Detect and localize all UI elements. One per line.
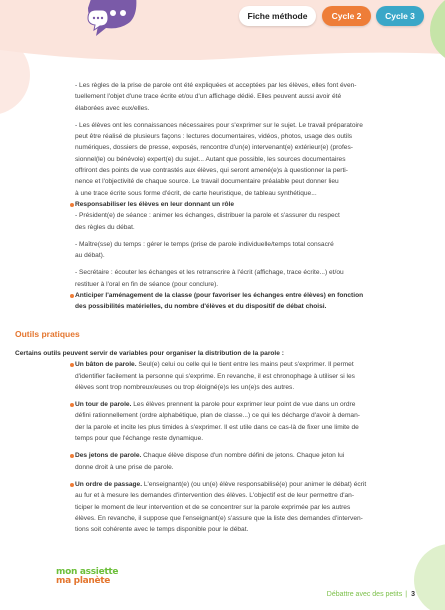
bullet-icon [70, 403, 74, 407]
bullet-icon [70, 454, 74, 458]
text-line: ticiper le moment de leur intervention et de se concentrer sur la parole exprimée par les autres [75, 503, 351, 511]
text-line: restituer à l'oral en fin de séance (pour conclure). [75, 280, 219, 288]
text-line: tuellement l'objet d'une trace écrite et/ou d'un affichage dédié. Elles peuvent aussi avoir été [75, 93, 342, 101]
section-intro: Certains outils peuvent servir de variables pour organiser la distribution de la parole : [15, 349, 284, 357]
text-line: numériques, dossiers de presse, exposés, rencontre d'un(e) intervenant(e) extérieur(e) (profes- [75, 144, 353, 152]
bullet-title: Anticiper l'aménagement de la classe (pour favoriser les échanges entre élèves) en fonction [75, 292, 364, 300]
text-line: sionnel(le) ou bénévole) expert(e) du sujet... Autant que possible, les sources documentaires [75, 155, 346, 163]
bullet-item-roles [44, 199, 399, 210]
text-line: des règles du débat. [75, 223, 135, 231]
bullet-icon [70, 483, 74, 487]
text-line: der la parole et incite les plus timides à s'exprimer. Il est utile dans ce cas-là de fixer une limite de [75, 423, 359, 431]
running-title: Débattre avec des petits [326, 591, 403, 598]
logo-line-1: mon assiette [56, 567, 119, 577]
bullet-item-classroom [44, 290, 399, 301]
text-line: défini rationnellement (ordre alphabétique, plan de classe...) ce qui les décharge d'avoir à deman- [75, 412, 360, 420]
text-line: temps pour que l'échange reste dynamique. [75, 435, 204, 443]
text-line: - Maître(sse) du temps : gérer le temps (prise de parole individuelle/temps total consacré [75, 240, 334, 248]
tag-cycle-3[interactable]: Cycle 3 [376, 6, 424, 26]
tag-cycle-2[interactable]: Cycle 2 [322, 6, 371, 26]
list-item-jetons: Des jetons de parole. Chaque élève dispose d'un nombre défini de jetons. Chaque jeton lui [44, 450, 399, 461]
text-line: - Secrétaire : écouter les échanges et les retranscrire à l'écrit (affichage, trace écrite...) et/ou [75, 269, 344, 277]
bullet-title: Responsabiliser les élèves en leur donnant un rôle [75, 200, 235, 208]
logo [56, 568, 126, 586]
bullet-icon [70, 294, 74, 298]
text-line: - Les règles de la prise de parole ont été expliquées et acceptées par les élèves, elles font éven- [75, 82, 357, 89]
list-item-ordre: Un ordre de passage. L'enseignant(e) (ou un(e) élève responsabilisé(e) pour animer le débat) écrit [44, 479, 399, 490]
list-item-baton: Un bâton de parole. Seul(e) celui ou celle qui le tient entre les mains peut s'exprimer. Il permet [44, 359, 399, 370]
footer [327, 591, 415, 598]
logo-line-2: ma planète [56, 576, 111, 586]
bullet-icon [70, 203, 74, 207]
text-line: offriront des points de vue contrastés aux élèves, qui seront amené(e)s à questionner la perti- [75, 167, 348, 175]
bullet-icon [70, 363, 74, 367]
text-line: tions soit cohérente avec le temps disponible pour le débat. [75, 526, 249, 534]
text-line: d'identifier facilement la personne qui s'exprime. En revanche, il est chronophage à utiliser si les [75, 372, 355, 380]
text-line: donne droit à une prise de parole. [75, 463, 174, 471]
text-line: élaborées avec eux/elles. [75, 104, 150, 112]
page-number: 3 [411, 591, 415, 598]
tag-fiche-methode[interactable]: Fiche méthode [239, 6, 316, 26]
text-line: au fur et à mesure les demandes d'intervention des élèves. L'objectif est de leur permettre d'an- [75, 492, 355, 500]
text-line: - Président(e) de séance : animer les échanges, distribuer la parole et s'assurer du respect [75, 212, 340, 220]
text-line: élèves sont trop nombreux/euses ou trop éloigné(e)s les un(e)s des autres. [75, 383, 295, 391]
text-line: au débat). [75, 252, 105, 260]
text-line: à une trace écrite sous forme d'écrit, de carte heuristique, de tableau synthétique... [75, 189, 317, 197]
text-line: nence et l'objectivité de chaque source. Le travail documentaire préalable peut donner lieu [75, 178, 339, 186]
section-title: Outils pratiques [15, 328, 80, 339]
text-line: - Les élèves ont les connaissances nécessaires pour s'exprimer sur le sujet. Le travail préparatoire [75, 121, 363, 129]
main-content [15, 80, 399, 535]
pink-decoration-left [0, 30, 40, 120]
list-item-tour: Un tour de parole. Les élèves prennent la parole pour exprimer leur point de vue dans un ordre [44, 399, 399, 410]
header-wave [0, 36, 445, 60]
text-line: peut être réalisé de plusieurs façons : lectures documentaires, vidéos, photos, usage des outils [75, 133, 353, 141]
speech-bubble-icon [86, 0, 142, 40]
bullet-title-cont: des possibilités matérielles, du nombre d'élèves et du dispositif de débat choisi. [75, 303, 327, 311]
text-line: élèves. En revanche, il suppose que l'enseignant(e) s'assure que la liste des demandes d'interven- [75, 514, 363, 522]
footer-separator: | [405, 591, 408, 598]
